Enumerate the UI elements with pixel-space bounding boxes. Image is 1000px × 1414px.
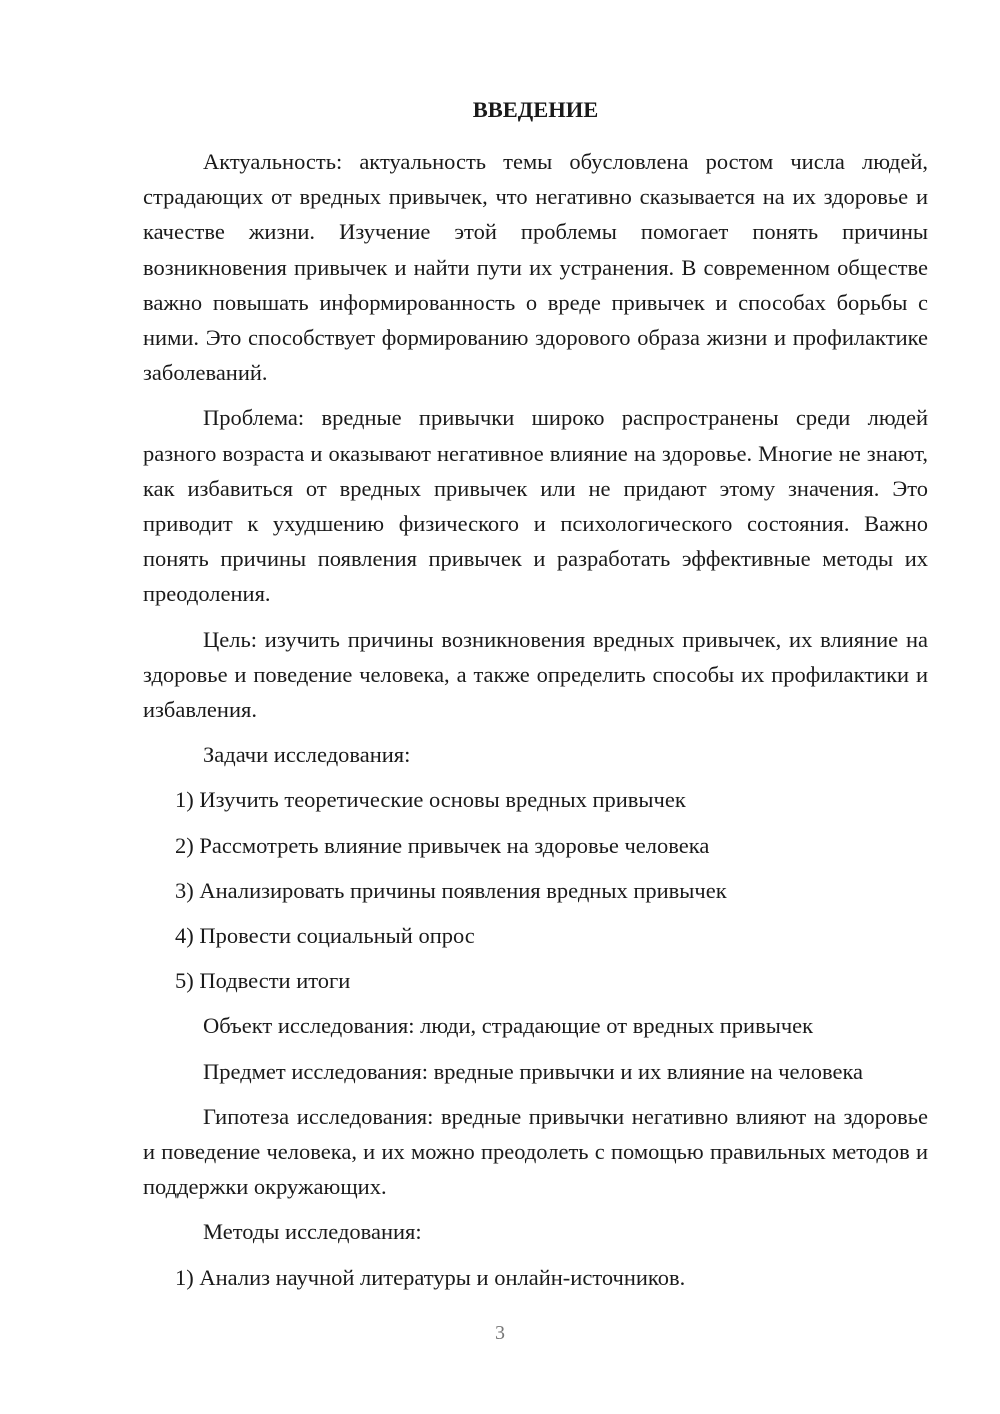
document-page: [143, 92, 928, 1305]
relevance-paragraph: Актуальность: актуальность темы обусловлена ростом числа людей, страдающих от вредных привычек, что негативно сказывается на их здоровье и качестве жизни. Изучение этой проблемы помогает понять причины возникновения привычек и найти пути их устранения. В современном обществе важно повышать информированность о вреде привычек и способах борьбы с ними. Это способствует формированию здорового образа жизни и профилактике заболеваний.: [143, 149, 928, 386]
list-item: 2) Рассмотреть влияние привычек на здоровье человека: [175, 832, 710, 858]
object-paragraph: Объект исследования: люди, страдающие от вредных привычек: [203, 1013, 814, 1039]
page-number: 3: [495, 1322, 505, 1344]
list-item: 1) Изучить теоретические основы вредных привычек: [175, 787, 686, 813]
goal-paragraph: Цель: изучить причины возникновения вредных привычек, их влияние на здоровье и поведение человека, а также определить способы их профилактики и избавления.: [143, 626, 928, 723]
tasks-label: Задачи исследования:: [203, 742, 411, 768]
tasks-list: [143, 782, 928, 998]
subject-paragraph: Предмет исследования: вредные привычки и их влияние на человека: [203, 1058, 864, 1084]
page-title: ВВЕДЕНИЕ: [472, 97, 599, 122]
methods-list: [143, 1260, 928, 1295]
hypothesis-paragraph: Гипотеза исследования: вредные привычки негативно влияют на здоровье и поведение человека, и их можно преодолеть с помощью правильных методов и поддержки окружающих.: [143, 1103, 928, 1200]
list-item: 5) Подвести итоги: [175, 968, 351, 994]
methods-label: Методы исследования:: [203, 1219, 422, 1245]
list-item: 3) Анализировать причины появления вредных привычек: [175, 877, 727, 903]
list-item: 1) Анализ научной литературы и онлайн-источников.: [175, 1264, 686, 1290]
problem-paragraph: Проблема: вредные привычки широко распространены среди людей разного возраста и оказывают негативное влияние на здоровье. Многие не знают, как избавиться от вредных привычек или не придают этому значения. Это приводит к ухудшению физического и психологического состояния. Важно понять причины появления привычек и разработать эффективные методы их преодоления.: [143, 405, 928, 607]
list-item: 4) Провести социальный опрос: [175, 923, 475, 949]
